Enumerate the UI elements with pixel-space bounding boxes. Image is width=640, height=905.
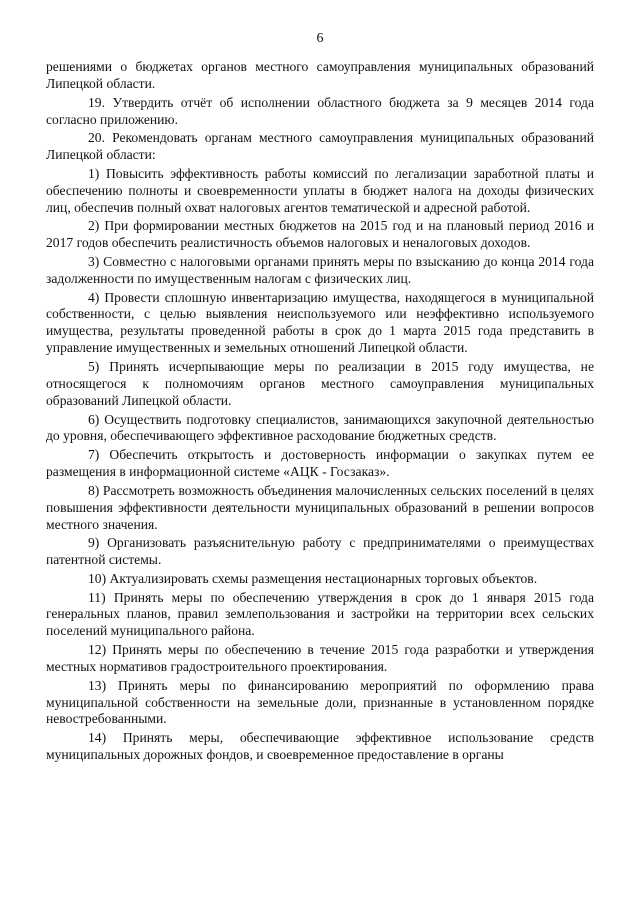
subitem-6: 6) Осуществить подготовку специалистов, занимающихся закупочной деятельностью до уровня, обеспечивающего эффективное расходование бюджетных средств.	[46, 411, 594, 444]
subitem-12: 12) Принять меры по обеспечению в течение 2015 года разработки и утверждения местных нормативов градостроительного проектирования.	[46, 642, 594, 674]
subitem-2: 2) При формировании местных бюджетов на 2015 год и на плановый период 2016 и 2017 годов обеспечить реалистичность объемов налоговых и неналоговых доходов.	[46, 218, 594, 251]
subitem-14: 14) Принять меры, обеспечивающие эффективное использование средств муниципальных дорожных фондов, и своевременное предоставление в органы	[46, 730, 594, 763]
subitem-10: 10) Актуализировать схемы размещения нестационарных торговых объектов.	[88, 570, 538, 586]
subitem-9: 9) Организовать разъяснительную работу с предпринимателями о преимуществах патентной системы.	[46, 535, 594, 568]
subitem-1: 1) Повысить эффективность работы комиссий по легализации заработной платы и обеспечению полноты и своевременности уплаты в бюджет налога на доходы физических лиц, обеспечив полный охват налоговых агентов тематической и адресной работой.	[46, 165, 594, 215]
subitem-7: 7) Обеспечить открытость и достоверность информации о закупках путем ее размещения в информационной системе «АЦК - Госзаказ».	[46, 447, 594, 480]
paragraph-item-19: 19. Утвердить отчёт об исполнении областного бюджета за 9 месяцев 2014 года согласно приложению.	[46, 94, 594, 127]
subitem-8: 8) Рассмотреть возможность объединения малочисленных сельских поселений в целях повышения эффективности деятельности муниципальных образований в решении вопросов местного значения.	[46, 482, 594, 532]
subitem-13: 13) Принять меры по финансированию мероприятий по оформлению права муниципальной собственности на земельные доли, признанные в установленном порядке невостребованными.	[46, 677, 594, 727]
paragraph-continuation: решениями о бюджетах органов местного самоуправления муниципальных образований Липецкой области.	[46, 59, 594, 91]
document-body	[46, 59, 594, 766]
page-number: 6	[316, 31, 324, 46]
subitem-4: 4) Провести сплошную инвентаризацию имущества, находящегося в муниципальной собственности, с целью выявления неиспользуемого или неэффективно используемого имущества, результаты проведенной работы в срок до 1 марта 2015 года представить в управление имущественных и земельных отношений Липецкой области.	[46, 289, 594, 356]
subitem-11: 11) Принять меры по обеспечению утверждения в срок до 1 января 2015 года генеральных планов, правил землепользования и застройки на территории всех сельских поселений муниципального района.	[46, 589, 594, 639]
subitem-5: 5) Принять исчерпывающие меры по реализации в 2015 году имущества, не относящегося к полномочиям органов местного самоуправления муниципальных образований Липецкой области.	[46, 358, 594, 408]
paragraph-item-20: 20. Рекомендовать органам местного самоуправления муниципальных образований Липецкой области:	[46, 130, 594, 163]
subitem-3: 3) Совместно с налоговыми органами принять меры по взысканию до конца 2014 года задолженности по имущественным налогам с физических лиц.	[46, 253, 594, 286]
